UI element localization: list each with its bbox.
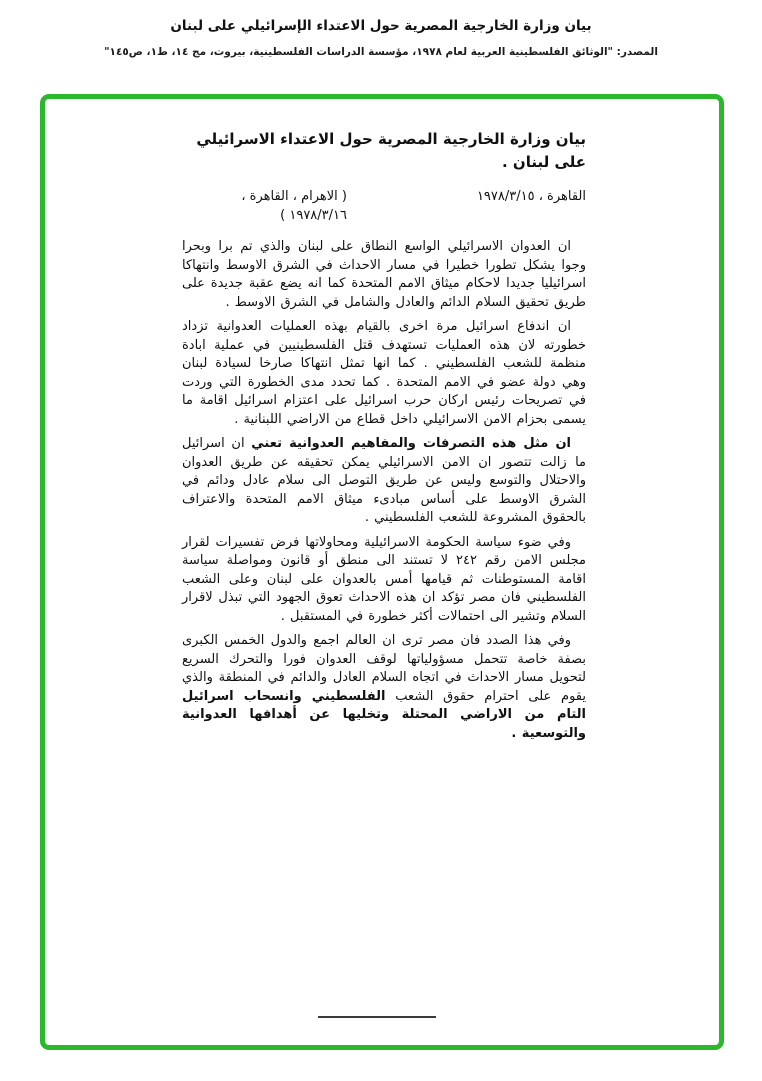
paragraph-3 xyxy=(182,435,586,528)
document-title xyxy=(182,128,586,174)
paragraph-5-tail: الفلسطيني وانسحاب اسرائيل التام من الاراضي المحتلة وتخليها عن أهدافها العدوانية والتوسعية . xyxy=(182,688,586,741)
page-header-title: بيان وزارة الخارجية المصرية حول الاعتداء الإسرائيلي على لبنان xyxy=(170,18,592,34)
end-rule-divider xyxy=(318,1016,436,1018)
paragraph-3-lead: ان مثل هذه التصرفات والمفاهيم العدوانية تعني xyxy=(251,436,572,451)
paragraph-5 xyxy=(182,632,586,743)
paragraph-2-text: ان اندفاع اسرائيل مرة اخرى بالقيام بهذه العمليات العدوانية تزداد خطورته لان هذه العمليات تستهدف قتل الفلسطينيين في عملية ابادة منظمة للشعب الفلسطيني . كما انها تمثل انتهاكا صارخا لسيادة لبنان وهي دولة عضو في الامم المتحدة . كما تحدد مدى الخطورة التي وردت في تصريحات رئيس اركان حرب اسرائيل على اعتزام اسرائيل اقامة ما يسمى بحزام الامن الاسرائيلي داخل قطاع من الاراضي اللبنانية . xyxy=(182,319,586,427)
dateline-place-date: القاهرة ، ١٩٧٨/٣/١٥ xyxy=(476,189,586,204)
paragraph-5-text: وفي هذا الصدد فان مصر ترى ان العالم اجمع والدول الخمس الكبرى بصفة خاصة تتحمل مسؤولياتها لوقف العدوان فورا والتحرك السريع لتحويل مسار الاحداث في اتجاه السلام العادل والدائم في المنطقة والذي يقوم على احترام حقوق الشعب xyxy=(182,633,586,704)
paragraph-2 xyxy=(182,318,586,429)
dateline-source-line-1: ( الاهرام ، القاهرة ، xyxy=(241,189,347,204)
dateline xyxy=(182,187,586,225)
page-header-source-line: المصدر: "الوثائق الفلسطينية العربية لعام ١٩٧٨، مؤسسة الدراسات الفلسطينية، بيروت، مج ١٤، ط١، ص١٤٥" xyxy=(104,46,658,58)
page-header xyxy=(0,18,762,58)
document-title-line-2: على لبنان . xyxy=(501,153,586,171)
dateline-source-line-2: ١٩٧٨/٣/١٦ ) xyxy=(280,208,347,223)
paragraph-4 xyxy=(182,534,586,627)
paragraph-1 xyxy=(182,238,586,312)
dateline-source xyxy=(182,187,347,225)
paragraph-3-text: ان اسرائيل ما زالت تتصور ان الامن الاسرائيلي يمكن تحقيقه عن طريق العدوان والاحتلال والتوسع وليس عن طريق التوصل الى سلام عادل ودائم في الشرق الاوسط على أساس مبادىء ميثاق الامم المتحدة والاعتراف بالحقوق المشروعة للشعب الفلسطيني . xyxy=(182,436,586,525)
paragraph-4-text: وفي ضوء سياسة الحكومة الاسرائيلية ومحاولاتها فرض تفسيرات لقرار مجلس الامن رقم ٢٤٢ لا تستند الى منطق أو قانون ومواصلة سياسة اقامة المستوطنات ثم قيامها أمس بالعدوان على لبنان وعلى الشعب الفلسطيني فان مصر تؤكد ان هذه الاحداث تعوق الجهود التي تبذل لاقرار السلام وتشير الى احتمالات أكثر خطورة في المستقبل . xyxy=(182,534,586,624)
document-body xyxy=(182,128,586,749)
paragraph-1-text: ان العدوان الاسرائيلي الواسع النطاق على لبنان والذي تم برا وبحرا وجوا يشكل تطورا خطيرا في مسار الاحداث في الشرق الاوسط وانتهاكا اسرائيليا جديدا لاحكام ميثاق الامم المتحدة كما انه يضع عقبة جديدة على طريق تحقيق السلام الدائم والعادل والشامل في الشرق الاوسط . xyxy=(182,239,586,310)
document-title-line-1: بيان وزارة الخارجية المصرية حول الاعتداء الاسرائيلي xyxy=(196,130,586,148)
